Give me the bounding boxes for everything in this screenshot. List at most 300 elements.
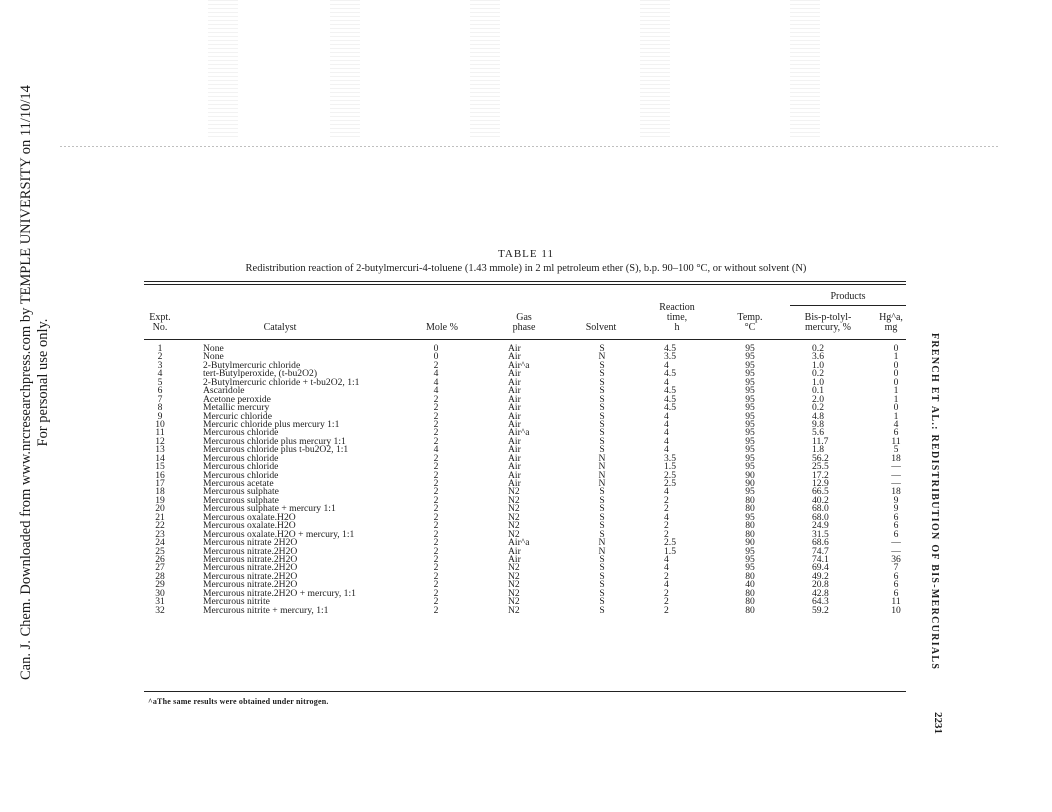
cell-hg: 7 bbox=[893, 562, 899, 574]
cell-gas: N2 bbox=[508, 520, 520, 532]
cell-temp: 90 bbox=[745, 478, 755, 489]
cell-time: 4 bbox=[664, 427, 669, 439]
scan-artifact bbox=[790, 0, 820, 140]
cell-gas: N2 bbox=[508, 511, 520, 523]
cell-bis: 1.8 bbox=[812, 444, 824, 456]
cell-time: 2 bbox=[664, 520, 669, 532]
cell-catalyst: Mercurous sulphate bbox=[203, 486, 279, 498]
cell-solvent: S bbox=[599, 385, 605, 397]
header-expt-no bbox=[142, 313, 178, 333]
cell-mole: 2 bbox=[433, 452, 439, 464]
cell-mole: 2 bbox=[433, 537, 439, 549]
cell-time: 4 bbox=[664, 376, 669, 388]
cell-time: 4 bbox=[664, 579, 669, 591]
cell-hg: 6 bbox=[893, 570, 899, 582]
cell-bis: 68.0 bbox=[812, 511, 829, 523]
cell-hg: 1 bbox=[893, 410, 899, 422]
cell-temp: 95 bbox=[745, 545, 755, 557]
cell-catalyst: Mercurous chloride bbox=[203, 469, 279, 481]
cell-time: 2.5 bbox=[664, 478, 676, 489]
cell-temp: 95 bbox=[745, 351, 755, 363]
cell-temp: 80 bbox=[745, 520, 755, 532]
cell-mole: 0 bbox=[433, 351, 439, 363]
header-text: Solvent bbox=[585, 322, 617, 333]
cell-solvent: N bbox=[598, 537, 606, 549]
cell-bis: 3.6 bbox=[812, 351, 824, 363]
cell-gas: N2 bbox=[508, 570, 520, 582]
cell-temp: 80 bbox=[745, 570, 755, 582]
scan-artifact bbox=[640, 0, 670, 140]
cell-gas: N2 bbox=[508, 596, 520, 608]
cell-hg: 36 bbox=[891, 553, 901, 565]
header-text: time, bbox=[666, 312, 688, 323]
cell-hg: 0 bbox=[893, 376, 899, 388]
table-body bbox=[0, 345, 1052, 615]
cell-gas: N2 bbox=[508, 528, 520, 540]
header-text: mg bbox=[884, 322, 898, 333]
cell-hg: — bbox=[891, 478, 901, 489]
cell-no: 18 bbox=[155, 486, 165, 498]
cell-temp: 95 bbox=[745, 393, 755, 405]
cell-no: 1 bbox=[157, 343, 163, 354]
cell-hg: 0 bbox=[893, 343, 899, 354]
cell-no: 25 bbox=[155, 545, 165, 557]
header-text: °C bbox=[744, 322, 756, 333]
cell-temp: 80 bbox=[745, 503, 755, 515]
header-reaction-time bbox=[650, 303, 704, 333]
header-bis-tolylmercury bbox=[790, 313, 866, 333]
cell-solvent: N bbox=[598, 461, 606, 473]
cell-bis: 4.8 bbox=[812, 410, 824, 422]
header-text: Expt. bbox=[149, 312, 171, 323]
cell-bis: 68.0 bbox=[812, 503, 829, 515]
cell-solvent: S bbox=[599, 418, 605, 430]
cell-no: 10 bbox=[155, 418, 165, 430]
cell-bis: 68.6 bbox=[812, 537, 829, 549]
cell-time: 3.5 bbox=[664, 452, 676, 464]
cell-temp: 95 bbox=[745, 385, 755, 397]
cell-gas: Air bbox=[508, 351, 521, 363]
cell-no: 2 bbox=[157, 351, 163, 363]
cell-temp: 95 bbox=[745, 359, 755, 371]
cell-time: 2 bbox=[664, 604, 669, 616]
cell-temp: 95 bbox=[745, 343, 755, 354]
cell-time: 4 bbox=[664, 410, 669, 422]
cell-catalyst: Mercurous chloride bbox=[203, 461, 279, 473]
header-catalyst bbox=[240, 323, 320, 333]
cell-hg: 6 bbox=[893, 511, 899, 523]
cell-gas: N2 bbox=[508, 503, 520, 515]
cell-hg: — bbox=[891, 537, 901, 549]
cell-temp: 95 bbox=[745, 435, 755, 447]
download-notice-line2: For personal use only. bbox=[35, 318, 51, 447]
cell-bis: 5.6 bbox=[812, 427, 824, 439]
cell-solvent: S bbox=[599, 393, 605, 405]
cell-no: 31 bbox=[155, 596, 165, 608]
cell-solvent: S bbox=[599, 410, 605, 422]
cell-mole: 2 bbox=[433, 528, 439, 540]
cell-mole: 2 bbox=[433, 435, 439, 447]
header-temp bbox=[728, 313, 772, 333]
cell-bis: 69.4 bbox=[812, 562, 829, 574]
cell-catalyst: Mercurous nitrite + mercury, 1:1 bbox=[203, 604, 329, 616]
cell-bis: 0.2 bbox=[812, 368, 824, 380]
table-top-rule bbox=[144, 284, 906, 285]
header-text: Mole % bbox=[426, 322, 458, 333]
cell-no: 22 bbox=[155, 520, 165, 532]
cell-gas: N2 bbox=[508, 579, 520, 591]
cell-solvent: S bbox=[599, 520, 605, 532]
cell-temp: 80 bbox=[745, 494, 755, 506]
cell-temp: 95 bbox=[745, 452, 755, 464]
cell-hg: 9 bbox=[893, 494, 899, 506]
header-text: phase bbox=[512, 322, 536, 333]
cell-temp: 95 bbox=[745, 444, 755, 456]
cell-hg: 1 bbox=[893, 393, 899, 405]
cell-solvent: S bbox=[599, 604, 605, 616]
cell-no: 28 bbox=[155, 570, 165, 582]
cell-gas: Air bbox=[508, 410, 521, 422]
cell-solvent: S bbox=[599, 528, 605, 540]
cell-gas: N2 bbox=[508, 587, 520, 599]
table-footnote: ^aThe same results were obtained under nitrogen. bbox=[148, 697, 329, 706]
cell-time: 2 bbox=[664, 503, 669, 515]
cell-hg: 11 bbox=[891, 435, 901, 447]
cell-temp: 90 bbox=[745, 469, 755, 481]
cell-solvent: S bbox=[599, 587, 605, 599]
cell-gas: Air^a bbox=[508, 427, 530, 439]
cell-catalyst: None bbox=[203, 351, 224, 363]
cell-hg: 11 bbox=[891, 596, 901, 608]
cell-mole: 4 bbox=[433, 368, 439, 380]
cell-no: 19 bbox=[155, 494, 165, 506]
cell-gas: Air bbox=[508, 418, 521, 430]
cell-mole: 2 bbox=[433, 553, 439, 565]
cell-no: 15 bbox=[155, 461, 165, 473]
cell-catalyst: Mercurous nitrate.2H2O bbox=[203, 545, 298, 557]
header-text: Temp. bbox=[737, 312, 763, 323]
cell-mole: 2 bbox=[433, 545, 439, 557]
cell-gas: Air bbox=[508, 402, 521, 414]
cell-bis: 25.5 bbox=[812, 461, 829, 473]
header-rule bbox=[144, 339, 906, 340]
table-label: TABLE 11 bbox=[498, 248, 554, 260]
cell-no: 27 bbox=[155, 562, 165, 574]
cell-catalyst: Mercurous nitrate.2H2O + mercury, 1:1 bbox=[203, 587, 356, 599]
cell-gas: Air^a bbox=[508, 359, 530, 371]
cell-temp: 95 bbox=[745, 553, 755, 565]
cell-bis: 11.7 bbox=[812, 435, 829, 447]
cell-catalyst: None bbox=[203, 343, 224, 354]
cell-temp: 95 bbox=[745, 562, 755, 574]
scan-rule bbox=[60, 146, 1000, 147]
cell-hg: 6 bbox=[893, 587, 899, 599]
cell-mole: 2 bbox=[433, 520, 439, 532]
cell-hg: 6 bbox=[893, 427, 899, 439]
cell-time: 4 bbox=[664, 511, 669, 523]
cell-solvent: S bbox=[599, 553, 605, 565]
cell-mole: 0 bbox=[433, 343, 439, 354]
cell-bis: 24.9 bbox=[812, 520, 829, 532]
cell-mole: 2 bbox=[433, 511, 439, 523]
header-text: No. bbox=[152, 322, 168, 333]
header-mole bbox=[420, 323, 464, 333]
cell-hg: 0 bbox=[893, 368, 899, 380]
cell-no: 8 bbox=[157, 402, 163, 414]
cell-hg: 6 bbox=[893, 528, 899, 540]
cell-temp: 40 bbox=[745, 579, 755, 591]
cell-solvent: S bbox=[599, 444, 605, 456]
cell-no: 20 bbox=[155, 503, 165, 515]
cell-catalyst: Acetone peroxide bbox=[203, 393, 271, 405]
cell-hg: 18 bbox=[891, 486, 901, 498]
cell-time: 1.5 bbox=[664, 461, 676, 473]
cell-gas: Air bbox=[508, 553, 521, 565]
cell-mole: 2 bbox=[433, 562, 439, 574]
table-bottom-rule bbox=[144, 691, 906, 692]
cell-no: 23 bbox=[155, 528, 165, 540]
cell-bis: 20.8 bbox=[812, 579, 829, 591]
cell-bis: 17.2 bbox=[812, 469, 829, 481]
cell-catalyst: Mercuric chloride bbox=[203, 410, 272, 422]
cell-gas: Air bbox=[508, 385, 521, 397]
cell-solvent: S bbox=[599, 376, 605, 388]
cell-catalyst: Mercuric chloride plus mercury 1:1 bbox=[203, 418, 340, 430]
header-text: Hg^a, bbox=[879, 312, 903, 323]
cell-solvent: S bbox=[599, 579, 605, 591]
cell-hg: 6 bbox=[893, 579, 899, 591]
cell-no: 4 bbox=[157, 368, 163, 380]
cell-hg: 6 bbox=[893, 520, 899, 532]
cell-mole: 2 bbox=[433, 402, 439, 414]
cell-solvent: S bbox=[599, 343, 605, 354]
cell-no: 26 bbox=[155, 553, 165, 565]
header-text: Catalyst bbox=[263, 322, 297, 333]
cell-catalyst: Mercurous sulphate bbox=[203, 494, 279, 506]
cell-no: 7 bbox=[157, 393, 163, 405]
cell-time: 4.5 bbox=[664, 402, 676, 414]
cell-no: 5 bbox=[157, 376, 163, 388]
cell-solvent: S bbox=[599, 570, 605, 582]
cell-catalyst: Mercurous sulphate + mercury 1:1 bbox=[203, 503, 336, 515]
cell-mole: 2 bbox=[433, 469, 439, 481]
cell-solvent: S bbox=[599, 503, 605, 515]
cell-gas: Air bbox=[508, 444, 521, 456]
cell-temp: 80 bbox=[745, 587, 755, 599]
cell-gas: Air bbox=[508, 469, 521, 481]
cell-gas: Air^a bbox=[508, 537, 530, 549]
cell-bis: 49.2 bbox=[812, 570, 829, 582]
cell-mole: 2 bbox=[433, 570, 439, 582]
cell-bis: 12.9 bbox=[812, 478, 829, 489]
cell-catalyst: Mercurous oxalate.H2O bbox=[203, 511, 296, 523]
cell-catalyst: Mercurous nitrate.2H2O bbox=[203, 579, 298, 591]
cell-bis: 64.3 bbox=[812, 596, 829, 608]
cell-no: 3 bbox=[157, 359, 163, 371]
cell-no: 14 bbox=[155, 452, 165, 464]
cell-catalyst: 2-Butylmercuric chloride bbox=[203, 359, 301, 371]
cell-solvent: N bbox=[598, 452, 606, 464]
cell-hg: — bbox=[891, 469, 901, 481]
cell-hg: 5 bbox=[893, 444, 899, 456]
cell-solvent: S bbox=[599, 511, 605, 523]
cell-mole: 2 bbox=[433, 427, 439, 439]
cell-time: 2 bbox=[664, 587, 669, 599]
cell-mole: 2 bbox=[433, 359, 439, 371]
cell-time: 4 bbox=[664, 444, 669, 456]
cell-time: 2.5 bbox=[664, 537, 676, 549]
cell-mole: 2 bbox=[433, 393, 439, 405]
cell-solvent: S bbox=[599, 562, 605, 574]
cell-time: 4.5 bbox=[664, 343, 676, 354]
cell-solvent: N bbox=[598, 469, 606, 481]
cell-hg: — bbox=[891, 545, 901, 557]
table-top-rule bbox=[144, 281, 906, 282]
cell-solvent: S bbox=[599, 427, 605, 439]
cell-no: 21 bbox=[155, 511, 165, 523]
cell-gas: Air bbox=[508, 368, 521, 380]
cell-temp: 95 bbox=[745, 461, 755, 473]
cell-catalyst: Mercurous chloride plus mercury 1:1 bbox=[203, 435, 346, 447]
header-text: Bis-p-tolyl- bbox=[804, 312, 852, 323]
header-products bbox=[790, 292, 906, 302]
cell-temp: 95 bbox=[745, 368, 755, 380]
cell-mole: 4 bbox=[433, 376, 439, 388]
cell-time: 4.5 bbox=[664, 368, 676, 380]
cell-gas: N2 bbox=[508, 486, 520, 498]
cell-no: 30 bbox=[155, 587, 165, 599]
cell-no: 9 bbox=[157, 410, 163, 422]
cell-time: 4 bbox=[664, 418, 669, 430]
cell-bis: 0.1 bbox=[812, 385, 824, 397]
cell-solvent: S bbox=[599, 494, 605, 506]
cell-gas: Air bbox=[508, 545, 521, 557]
cell-temp: 95 bbox=[745, 418, 755, 430]
cell-no: 11 bbox=[155, 427, 165, 439]
cell-temp: 90 bbox=[745, 537, 755, 549]
cell-gas: Air bbox=[508, 343, 521, 354]
cell-temp: 95 bbox=[745, 410, 755, 422]
cell-bis: 0.2 bbox=[812, 343, 824, 354]
cell-mole: 2 bbox=[433, 418, 439, 430]
cell-solvent: S bbox=[599, 359, 605, 371]
cell-mole: 2 bbox=[433, 478, 439, 489]
cell-temp: 95 bbox=[745, 511, 755, 523]
cell-no: 32 bbox=[155, 604, 165, 616]
cell-mole: 2 bbox=[433, 604, 439, 616]
cell-no: 16 bbox=[155, 469, 165, 481]
cell-gas: Air bbox=[508, 478, 521, 489]
cell-time: 2 bbox=[664, 570, 669, 582]
cell-mole: 2 bbox=[433, 503, 439, 515]
cell-catalyst: Ascaridole bbox=[203, 385, 245, 397]
cell-temp: 80 bbox=[745, 604, 755, 616]
cell-mole: 2 bbox=[433, 579, 439, 591]
cell-mole: 2 bbox=[433, 587, 439, 599]
cell-catalyst: Mercurous chloride bbox=[203, 452, 279, 464]
table-row bbox=[0, 604, 1052, 616]
header-hg bbox=[874, 313, 908, 333]
cell-mole: 2 bbox=[433, 410, 439, 422]
cell-hg: 9 bbox=[893, 503, 899, 515]
cell-bis: 74.1 bbox=[812, 553, 829, 565]
cell-mole: 2 bbox=[433, 494, 439, 506]
cell-mole: 2 bbox=[433, 596, 439, 608]
cell-mole: 4 bbox=[433, 385, 439, 397]
cell-time: 2 bbox=[664, 528, 669, 540]
cell-hg: 18 bbox=[891, 452, 901, 464]
cell-catalyst: Mercurous chloride plus t-bu2O2, 1:1 bbox=[203, 444, 349, 456]
cell-hg: 10 bbox=[891, 604, 901, 616]
cell-temp: 80 bbox=[745, 596, 755, 608]
products-rule bbox=[790, 305, 906, 306]
cell-hg: 4 bbox=[893, 418, 899, 430]
cell-solvent: S bbox=[599, 435, 605, 447]
cell-hg: 1 bbox=[893, 351, 899, 363]
header-solvent bbox=[576, 323, 626, 333]
cell-time: 4 bbox=[664, 486, 669, 498]
cell-no: 13 bbox=[155, 444, 165, 456]
header-text: Gas bbox=[516, 312, 532, 323]
cell-time: 4.5 bbox=[664, 385, 676, 397]
cell-solvent: S bbox=[599, 486, 605, 498]
cell-catalyst: Mercurous chloride bbox=[203, 427, 279, 439]
cell-solvent: N bbox=[598, 545, 606, 557]
table-caption: Redistribution reaction of 2-butylmercuri-4-toluene (1.43 mmole) in 2 ml petroleum ether (S), b.p. 90–100 °C, or without solvent (N) bbox=[245, 263, 807, 274]
cell-mole: 4 bbox=[433, 444, 439, 456]
cell-no: 29 bbox=[155, 579, 165, 591]
cell-time: 4.5 bbox=[664, 393, 676, 405]
cell-bis: 42.8 bbox=[812, 587, 829, 599]
header-text: Reaction bbox=[659, 302, 695, 313]
cell-bis: 40.2 bbox=[812, 494, 829, 506]
header-text: mercury, % bbox=[805, 322, 851, 333]
cell-temp: 95 bbox=[745, 376, 755, 388]
cell-no: 17 bbox=[155, 478, 165, 489]
cell-bis: 59.2 bbox=[812, 604, 829, 616]
cell-solvent: S bbox=[599, 402, 605, 414]
cell-solvent: S bbox=[599, 596, 605, 608]
cell-mole: 2 bbox=[433, 461, 439, 473]
cell-catalyst: Mercurous nitrite bbox=[203, 596, 270, 608]
cell-bis: 0.2 bbox=[812, 402, 824, 414]
scan-artifact bbox=[470, 0, 500, 140]
cell-gas: Air bbox=[508, 452, 521, 464]
cell-catalyst: tert-Butylperoxide, (t-bu2O2) bbox=[203, 368, 318, 380]
cell-time: 2 bbox=[664, 596, 669, 608]
cell-bis: 56.2 bbox=[812, 452, 829, 464]
cell-catalyst: 2-Butylmercuric chloride + t-bu2O2, 1:1 bbox=[203, 376, 360, 388]
scan-artifact bbox=[208, 0, 238, 140]
cell-time: 4 bbox=[664, 359, 669, 371]
header-text: Products bbox=[830, 291, 866, 302]
cell-solvent: N bbox=[598, 478, 606, 489]
cell-gas: Air bbox=[508, 376, 521, 388]
cell-gas: Air bbox=[508, 461, 521, 473]
cell-time: 2.5 bbox=[664, 469, 676, 481]
cell-time: 2 bbox=[664, 494, 669, 506]
cell-temp: 95 bbox=[745, 427, 755, 439]
cell-temp: 80 bbox=[745, 528, 755, 540]
cell-hg: — bbox=[891, 461, 901, 473]
cell-no: 6 bbox=[157, 385, 163, 397]
cell-solvent: N bbox=[598, 351, 606, 363]
cell-gas: N2 bbox=[508, 494, 520, 506]
cell-no: 12 bbox=[155, 435, 165, 447]
cell-catalyst: Mercurous oxalate.H2O bbox=[203, 520, 296, 532]
cell-bis: 74.7 bbox=[812, 545, 829, 557]
cell-catalyst: Mercurous nitrate.2H2O bbox=[203, 562, 298, 574]
